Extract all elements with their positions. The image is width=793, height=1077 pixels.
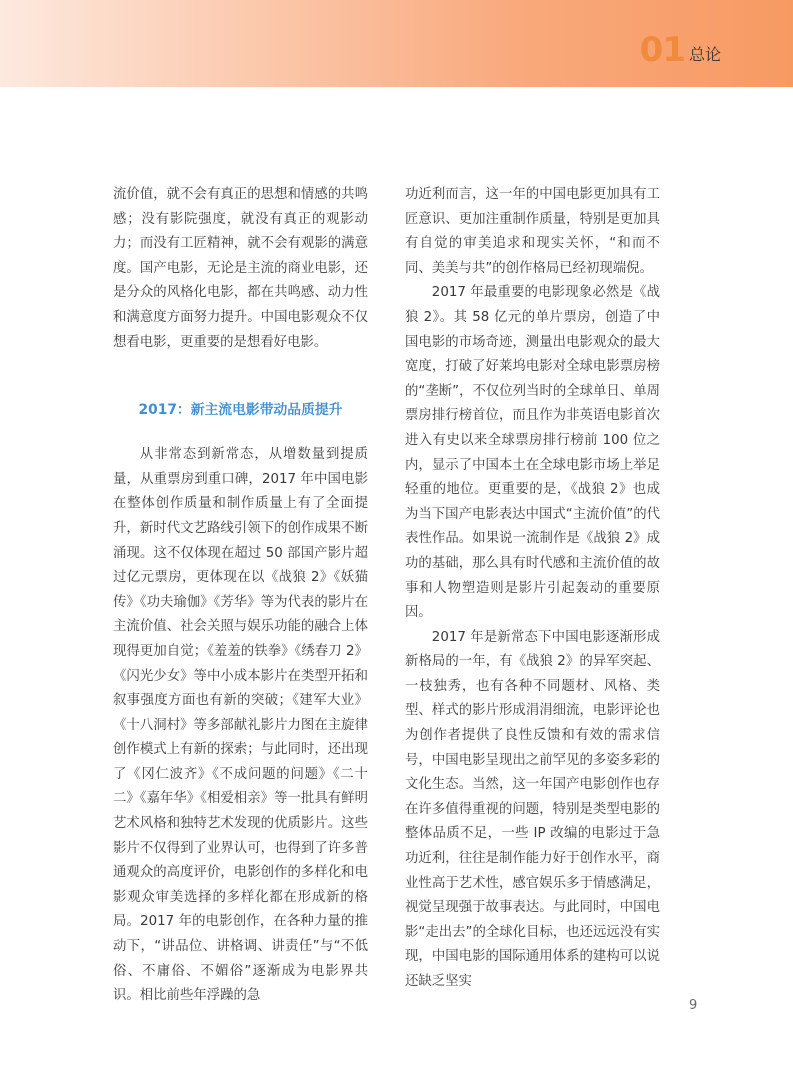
right-column (405, 183, 660, 995)
page-number: 9 (689, 998, 698, 1013)
right-paragraph-3: 2017 年是新常态下中国电影逐渐形成新格局的一年，有《战狼 2》的异军突起、一枝独秀，也有各种不同题材、风格、类型、样式的影片形成涓涓细流，电影评论也为创作者提供了良性反馈和有效的需求信号，中国电影呈现出之前罕见的多姿多彩的文化生态。当然，这一年国产电影创作也存在许多值得重视的问题，特别是类型电影的整体品质不足，一些 IP 改编的电影过于急功近利，往往是制作能力好于创作水平，商业性高于艺术性，感官娱乐多于情感满足，视觉呈现强于故事表达。与此同时，中国电影“走出去”的全球化目标，也还远远没有实现，中国电影的国际通用体系的建构可以说还缺乏坚实 (405, 629, 660, 989)
left-column (113, 183, 368, 1009)
chapter-title: 总论 (688, 45, 721, 64)
left-paragraph-1: 流价值，就不会有真正的思想和情感的共鸣感；没有影院强度，就没有真正的观影动力；而没有工匠精神，就不会有观影的满意度。国产电影，无论是主流的商业电影，还是分众的风格化电影，都在共鸣感、动力性和满意度方面努力提升。中国电影观众不仅想看电影，更重要的是想看好电影。 (113, 187, 368, 350)
right-paragraph-2: 2017 年最重要的电影现象必然是《战狼 2》。其 58 亿元的单片票房，创造了中国电影的市场奇迹，测量出电影观众的最大宽度，打破了好莱坞电影对全球电影票房榜的“垄断”，不仅位列当时的全球单日、单周票房排行榜首位，而且作为非英语电影首次进入有史以来全球票房排行榜前 100 位之内，显示了中国本土在全球电影市场上举足轻重的地位。更重要的是，《战狼 2》也成为当下国产电影表达中国式“主流价值”的代表性作品。如果说一流制作是《战狼 2》成功的基础，那么具有时代感和主流价值的故事和人物塑造则是影片引起轰动的重要原因。 (405, 285, 660, 621)
chapter-number: 01 (639, 30, 685, 70)
left-paragraph-2: 从非常态到新常态，从增数量到提质量，从重票房到重口碑，2017 年中国电影在整体创作质量和制作质量上有了全面提升，新时代文艺路线引领下的创作成果不断涌现。这不仅体现在超过 50 部国产影片超过亿元票房，更体现在以《战狼 2》《妖猫传》《功夫瑜伽》《芳华》等为代表的影片在主流价值、社会关照与娱乐功能的融合上体现得更加自觉；《羞羞的铁拳》《绣春刀 2》《闪光少女》等中小成本影片在类型开拓和叙事强度方面也有新的突破；《建军大业》《十八洞村》等多部献礼影片力图在主旋律创作模式上有新的探索；与此同时，还出现了《冈仁波齐》《不成问题的问题》《二十二》《嘉年华》《相爱相亲》等一批具有鲜明艺术风格和独特艺术发现的优质影片。这些影片不仅得到了业界认可，也得到了许多普通观众的高度评价，电影创作的多样化和电影观众审美选择的多样化都在形成新的格局。2017 年的电影创作，在各种力量的推动下，“讲品位、讲格调、讲责任”与“不低俗、不庸俗、不媚俗”逐渐成为电影界共识。相比前些年浮躁的急 (113, 447, 368, 1004)
right-paragraph-1: 功近利而言，这一年的中国电影更加具有工匠意识、更加注重制作质量，特别是更加具有自觉的审美追求和现实关怀，“和而不同、美美与共”的创作格局已经初现端倪。 (405, 187, 660, 276)
section-heading: 2017：新主流电影带动品质提升 (138, 402, 343, 419)
